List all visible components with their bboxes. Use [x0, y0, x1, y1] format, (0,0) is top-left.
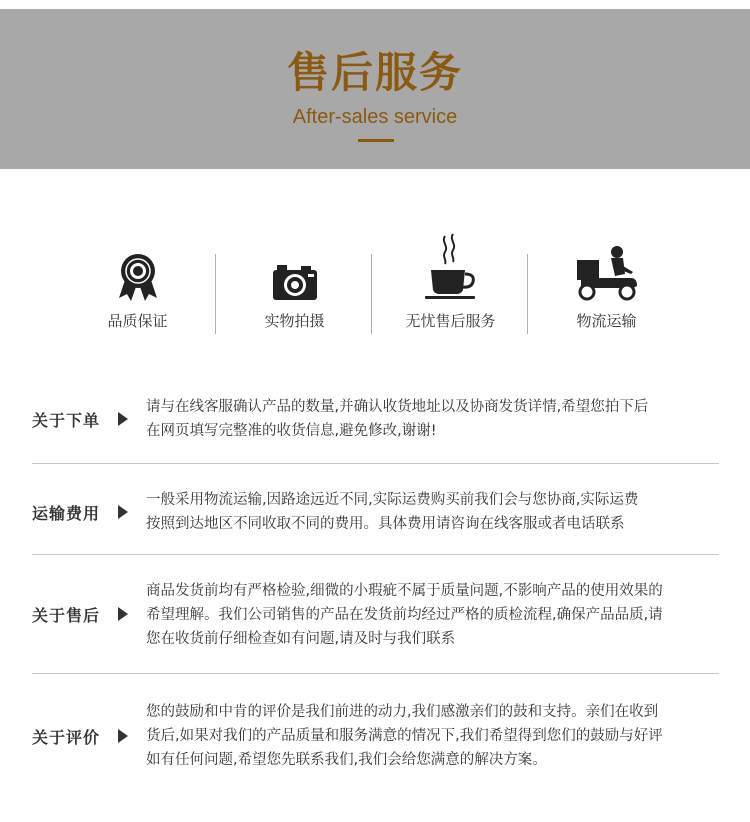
feature-quality [60, 232, 215, 342]
page-title: 售后服务 [286, 48, 463, 97]
section-line: 按照到达地区不同收取不同的费用。具体费用请咨询在线客服或者电话联系 [146, 516, 625, 532]
feature-divider [527, 254, 528, 334]
triangle-right-icon [118, 505, 128, 519]
delivery-scooter-icon [529, 232, 684, 302]
section-body-order [146, 395, 718, 443]
section-line: 希望理解。我们公司销售的产品在发货前均经过严格的质检流程,确保产品品质,请 [146, 607, 663, 623]
feature-label-logistics: 物流运输 [576, 312, 637, 330]
page-subtitle: After-sales service [292, 106, 458, 128]
section-line: 一般采用物流运输,因路途远近不同,实际运费购买前我们会与您协商,实际运费 [146, 492, 639, 508]
section-body-shipping [146, 488, 718, 536]
section-line: 货后,如果对我们的产品质量和服务满意的情况下,我们希望得到您们的鼓励与好评 [146, 728, 663, 744]
section-divider [32, 554, 719, 555]
section-title-order: 关于下单 [32, 411, 101, 430]
section-after-sales [32, 579, 719, 659]
feature-photo [217, 232, 372, 342]
section-title-review: 关于评价 [32, 728, 101, 747]
quality-medal-icon [60, 232, 215, 302]
section-line: 您的鼓励和中肯的评价是我们前进的动力,我们感激亲们的鼓和支持。亲们在收到 [146, 704, 659, 720]
section-title-after-sales: 关于售后 [32, 606, 101, 625]
feature-row [60, 232, 690, 342]
section-body-review [146, 700, 718, 772]
section-body-after-sales [146, 579, 718, 651]
section-review [32, 700, 719, 780]
triangle-right-icon [118, 607, 128, 621]
title-underline [358, 139, 394, 142]
section-line: 如有任何问题,希望您先联系我们,我们会给您满意的解决方案。 [146, 752, 547, 768]
coffee-cup-icon [373, 232, 528, 302]
feature-label-photo: 实物拍摄 [264, 312, 325, 330]
feature-service [373, 232, 528, 342]
camera-icon [217, 232, 372, 302]
feature-divider [371, 254, 372, 334]
header-banner [0, 9, 750, 169]
triangle-right-icon [118, 729, 128, 743]
top-margin [0, 0, 750, 9]
feature-label-service: 无忧售后服务 [405, 312, 496, 330]
section-line: 在网页填写完整准的收货信息,避免修改,谢谢! [146, 423, 437, 439]
section-line: 您在收货前仔细检查如有问题,请及时与我们联系 [146, 631, 456, 647]
section-shipping [32, 488, 719, 548]
section-divider [32, 673, 719, 674]
section-order [32, 395, 719, 455]
section-line: 请与在线客服确认产品的数量,并确认收货地址以及协商发货详情,希望您拍下后 [146, 399, 649, 415]
feature-label-quality: 品质保证 [107, 312, 168, 330]
feature-logistics [529, 232, 684, 342]
section-divider [32, 463, 719, 464]
feature-divider [215, 254, 216, 334]
section-line: 商品发货前均有严格检验,细微的小瑕疵不属于质量问题,不影响产品的使用效果的 [146, 583, 663, 599]
triangle-right-icon [118, 412, 128, 426]
section-title-shipping: 运输费用 [32, 504, 101, 523]
